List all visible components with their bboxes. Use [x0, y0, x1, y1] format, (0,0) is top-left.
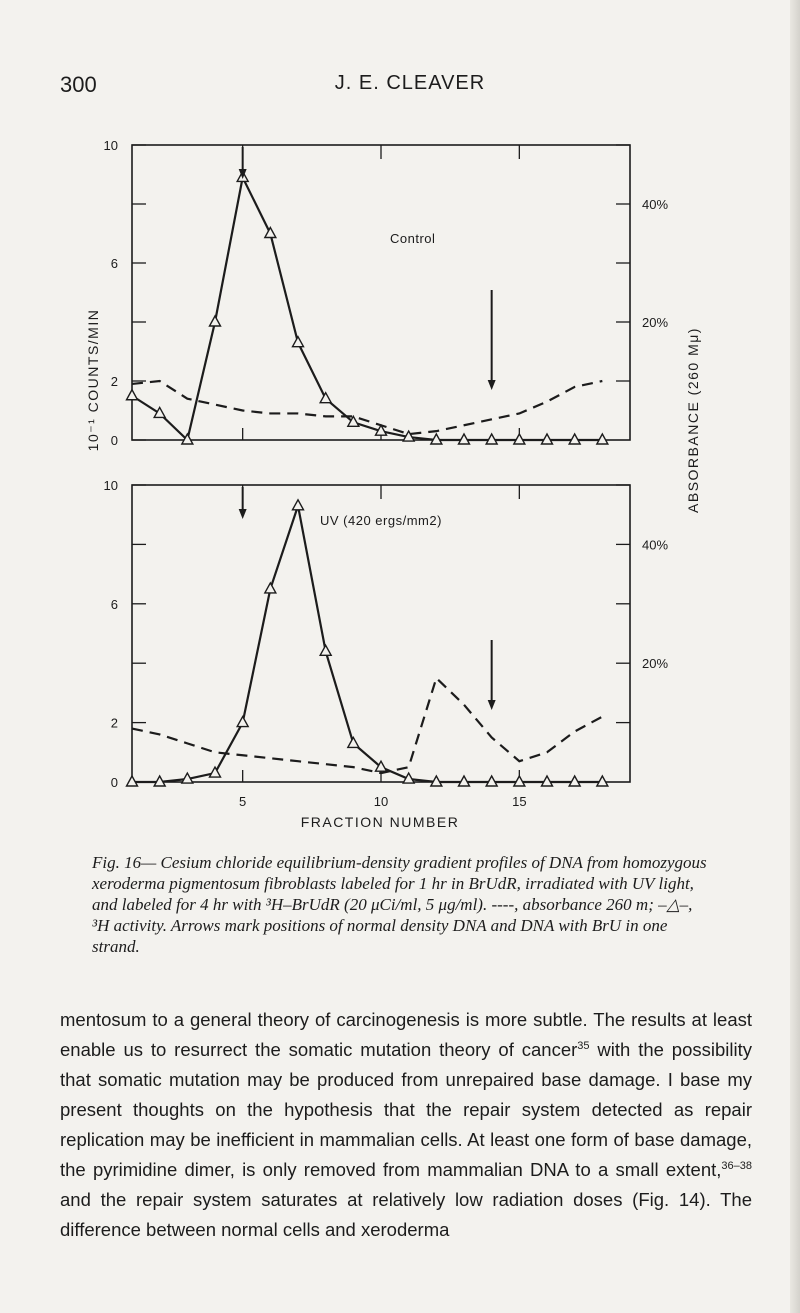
data-point-3h [210, 316, 221, 326]
running-head: J. E. CLEAVER [334, 72, 486, 94]
data-point-3h [265, 228, 276, 238]
y-tick-label: 6 [110, 596, 118, 612]
plot-frame [132, 145, 630, 440]
arrow-head [239, 509, 247, 519]
panel-title: UV (420 ergs/mm2) [320, 513, 442, 528]
body-text [60, 1005, 752, 1245]
y2-tick-label: 40% [642, 197, 669, 212]
caption-text: — Cesium chloride equilibrium-density gradient profiles of DNA from homozygous xeroderma pigmentosum fibroblasts labeled for 1 hr in BrUdR, irradiated with UV light, and labeled for 4 hr with ³H–BrUdR (20 μCi/ml, 5 μg/ml). ----, absorbance 260 m; –△–, ³H activity. Arrows mark positions of normal density DNA and DNA with BrU in one strand. [92, 853, 707, 956]
data-point-3h [265, 583, 276, 593]
series-absorbance-line [132, 678, 602, 773]
y-tick-label: 10 [103, 138, 118, 153]
data-point-3h [348, 737, 359, 747]
y-tick-label: 2 [110, 715, 118, 731]
y2-tick-label: 20% [642, 315, 669, 330]
series-3h-line [132, 177, 602, 440]
cscl-gradient-chart [0, 120, 800, 840]
x-tick-label: 10 [373, 794, 389, 809]
paragraph [60, 1005, 752, 1245]
arrow-head [488, 700, 496, 710]
page-number: 300 [60, 72, 97, 97]
y-axis-left-label: 10⁻¹ COUNTS/MIN [85, 308, 101, 452]
figure-caption [92, 852, 712, 957]
figure-label: Fig. 16 [92, 853, 142, 872]
data-point-3h [210, 767, 221, 777]
x-tick-label: 15 [512, 794, 527, 809]
text-run: with the possibility that somatic mutation may be produced from unrepaired base damage. I base my present thoughts on the hypothesis that the repair system detected as repair replication may be inefficient in mammalian cells. At least one form of base damage, the pyrimidine dimer, is only removed from mammalian DNA to a small extent, [60, 1039, 753, 1180]
y-tick-label: 0 [110, 433, 118, 448]
arrow-head [488, 380, 496, 390]
data-point-3h [154, 407, 165, 417]
panel-1 [104, 138, 669, 448]
y-tick-label: 10 [103, 478, 118, 493]
y-tick-label: 2 [110, 374, 118, 389]
data-point-3h [293, 500, 304, 510]
data-point-3h [127, 390, 138, 400]
panel-2 [104, 478, 669, 809]
x-axis-label: FRACTION NUMBER [300, 814, 460, 830]
citation-ref: 35 [577, 1039, 590, 1052]
page-header [0, 72, 800, 102]
citation-ref: 36–38 [721, 1159, 752, 1172]
text-run: and the repair system saturates at relatively low radiation doses (Fig. 14). The difference between normal cells and xeroderma [60, 1189, 752, 1240]
x-tick-label: 5 [239, 794, 247, 809]
y2-tick-label: 20% [642, 656, 669, 672]
series-3h-line [132, 506, 602, 782]
y-axis-right-label: ABSORBANCE (260 Mμ) [685, 327, 701, 513]
panel-title: Control [390, 231, 436, 246]
y2-tick-label: 40% [642, 537, 669, 553]
plot-frame [132, 485, 630, 782]
data-point-3h [320, 645, 331, 655]
data-point-3h [237, 717, 248, 727]
data-point-3h [293, 337, 304, 347]
figure-16 [0, 120, 800, 840]
text-run: mentosum to a general theory of carcinogenesis is more subtle. The results at least enable us to resurrect the somatic mutation theory of cancer [60, 1009, 752, 1060]
y-tick-label: 6 [110, 256, 118, 271]
data-point-3h [320, 393, 331, 403]
y-tick-label: 0 [110, 775, 118, 790]
